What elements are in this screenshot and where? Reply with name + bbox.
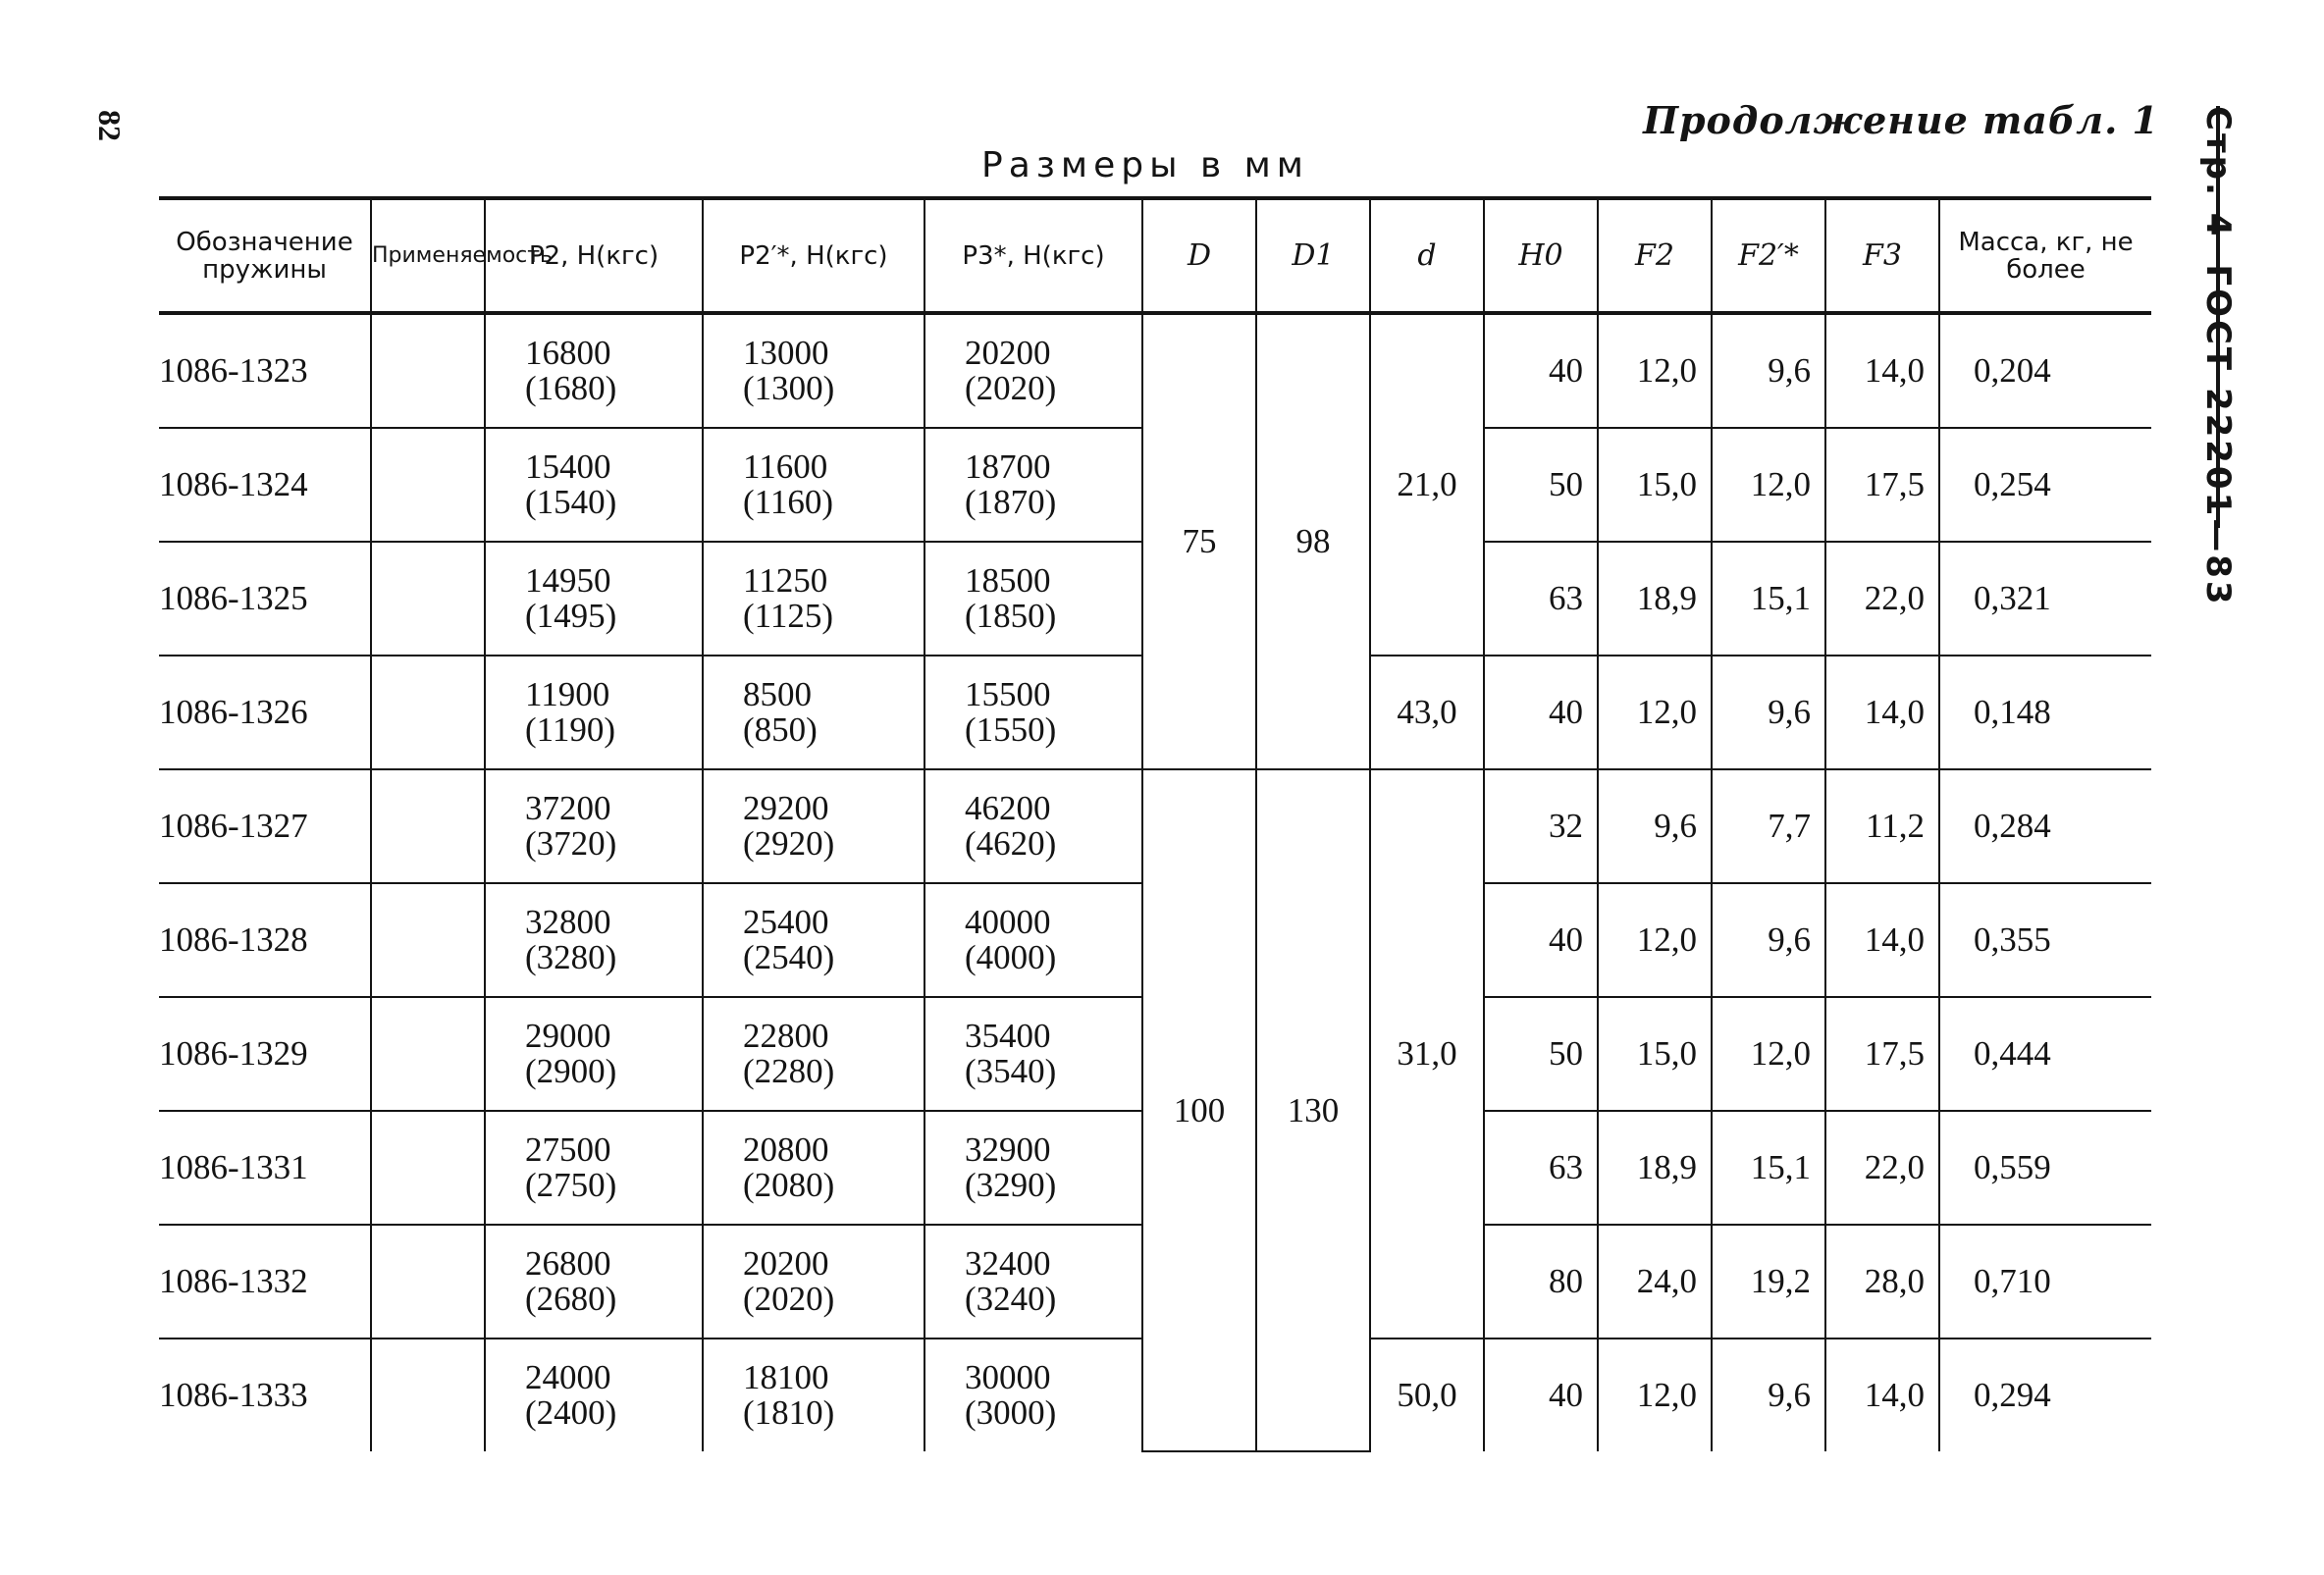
cell-p2-prime: 29200 (2920) — [703, 769, 924, 883]
cell-mass: 0,284 — [1939, 769, 2151, 883]
header-p2-prime: P2′*, Н(кгс) — [703, 198, 924, 313]
cell-d-outer-group-2: 100 — [1142, 769, 1256, 1451]
cell-f2-prime: 19,2 — [1712, 1225, 1825, 1339]
cell-applicability — [371, 1111, 485, 1225]
cell-h0: 63 — [1484, 1111, 1598, 1225]
cell-mass: 0,444 — [1939, 997, 2151, 1111]
cell-p2: 27500 (2750) — [485, 1111, 703, 1225]
cell-f2: 18,9 — [1598, 1111, 1712, 1225]
continuation-title: Продолжение табл. 1 — [1643, 98, 2159, 142]
cell-h0: 40 — [1484, 313, 1598, 428]
cell-h0: 80 — [1484, 1225, 1598, 1339]
cell-f2: 24,0 — [1598, 1225, 1712, 1339]
cell-designation: 1086-1331 — [159, 1111, 371, 1225]
header-f2-prime: F2′* — [1712, 198, 1825, 313]
cell-p2-prime: 20800 (2080) — [703, 1111, 924, 1225]
cell-p2: 29000 (2900) — [485, 997, 703, 1111]
cell-d-group-4: 50,0 — [1370, 1339, 1484, 1451]
cell-h0: 50 — [1484, 428, 1598, 542]
cell-mass: 0,355 — [1939, 883, 2151, 997]
cell-p3: 32400 (3240) — [924, 1225, 1142, 1339]
cell-p2: 11900 (1190) — [485, 656, 703, 769]
cell-p3: 46200 (4620) — [924, 769, 1142, 883]
cell-designation: 1086-1325 — [159, 542, 371, 656]
cell-applicability — [371, 769, 485, 883]
cell-p3: 32900 (3290) — [924, 1111, 1142, 1225]
cell-d1-group-1: 98 — [1256, 313, 1370, 769]
header-p3: P3*, Н(кгс) — [924, 198, 1142, 313]
cell-f3: 14,0 — [1825, 656, 1939, 769]
table-row — [159, 769, 2151, 883]
cell-mass: 0,148 — [1939, 656, 2151, 769]
cell-f3: 17,5 — [1825, 997, 1939, 1111]
cell-p2: 14950 (1495) — [485, 542, 703, 656]
cell-f2-prime: 9,6 — [1712, 313, 1825, 428]
cell-f2-prime: 15,1 — [1712, 1111, 1825, 1225]
cell-f3: 14,0 — [1825, 883, 1939, 997]
cell-f3: 22,0 — [1825, 1111, 1939, 1225]
cell-f2: 12,0 — [1598, 1339, 1712, 1451]
header-f3: F3 — [1825, 198, 1939, 313]
header-h0: H0 — [1484, 198, 1598, 313]
header-d: d — [1370, 198, 1484, 313]
header-mass: Масса, кг, не более — [1939, 198, 2151, 313]
cell-mass: 0,204 — [1939, 313, 2151, 428]
cell-p3: 18700 (1870) — [924, 428, 1142, 542]
cell-f2-prime: 12,0 — [1712, 997, 1825, 1111]
header-d-outer: D — [1142, 198, 1256, 313]
table-row — [159, 313, 2151, 428]
cell-h0: 40 — [1484, 656, 1598, 769]
cell-d-outer-group-1: 75 — [1142, 313, 1256, 769]
cell-d-group-2: 43,0 — [1370, 656, 1484, 769]
cell-f2: 12,0 — [1598, 883, 1712, 997]
cell-p2-prime: 20200 (2020) — [703, 1225, 924, 1339]
cell-p2-prime: 18100 (1810) — [703, 1339, 924, 1451]
spring-spec-table — [159, 196, 2151, 1452]
cell-h0: 63 — [1484, 542, 1598, 656]
cell-p2: 32800 (3280) — [485, 883, 703, 997]
cell-p2-prime: 13000 (1300) — [703, 313, 924, 428]
cell-p3: 20200 (2020) — [924, 313, 1142, 428]
cell-f3: 14,0 — [1825, 313, 1939, 428]
cell-f3: 17,5 — [1825, 428, 1939, 542]
side-standard-label: ГОСТ 22201—83 — [2198, 264, 2238, 607]
cell-f2-prime: 9,6 — [1712, 883, 1825, 997]
cell-p2: 16800 (1680) — [485, 313, 703, 428]
cell-d-group-1: 21,0 — [1370, 313, 1484, 656]
cell-designation: 1086-1324 — [159, 428, 371, 542]
cell-designation: 1086-1326 — [159, 656, 371, 769]
cell-f2-prime: 9,6 — [1712, 1339, 1825, 1451]
cell-applicability — [371, 1339, 485, 1451]
cell-designation: 1086-1329 — [159, 997, 371, 1111]
cell-p3: 35400 (3540) — [924, 997, 1142, 1111]
cell-designation: 1086-1332 — [159, 1225, 371, 1339]
cell-f2-prime: 9,6 — [1712, 656, 1825, 769]
cell-applicability — [371, 542, 485, 656]
cell-p2: 37200 (3720) — [485, 769, 703, 883]
cell-p2: 15400 (1540) — [485, 428, 703, 542]
header-row — [159, 198, 2151, 313]
cell-f2-prime: 15,1 — [1712, 542, 1825, 656]
cell-d-group-3: 31,0 — [1370, 769, 1484, 1339]
dimensions-caption: Размеры в мм — [981, 145, 1309, 185]
cell-f2-prime: 7,7 — [1712, 769, 1825, 883]
header-applicability: Применяемость — [371, 198, 485, 313]
cell-h0: 32 — [1484, 769, 1598, 883]
cell-designation: 1086-1333 — [159, 1376, 308, 1414]
cell-designation: 1086-1323 — [159, 313, 371, 428]
cell-f3: 22,0 — [1825, 542, 1939, 656]
cell-p3: 18500 (1850) — [924, 542, 1142, 656]
cell-p2-prime: 25400 (2540) — [703, 883, 924, 997]
cell-mass: 0,254 — [1939, 428, 2151, 542]
cell-p2-prime: 8500 (850) — [703, 656, 924, 769]
table-body — [159, 313, 2151, 1451]
cell-applicability — [371, 883, 485, 997]
side-header — [2198, 106, 2238, 633]
cell-applicability — [371, 656, 485, 769]
header-f2: F2 — [1598, 198, 1712, 313]
cell-p2-prime: 22800 (2280) — [703, 997, 924, 1111]
page-number: 82 — [92, 110, 128, 141]
cell-p2: 24000 (2400) — [485, 1339, 703, 1451]
cell-applicability — [371, 1225, 485, 1339]
header-designation: Обозначение пружины — [159, 198, 371, 313]
cell-f2: 12,0 — [1598, 656, 1712, 769]
cell-applicability — [371, 997, 485, 1111]
cell-h0: 40 — [1484, 883, 1598, 997]
cell-f2: 12,0 — [1598, 313, 1712, 428]
cell-p2-prime: 11600 (1160) — [703, 428, 924, 542]
cell-mass: 0,294 — [1939, 1339, 2151, 1451]
cell-applicability — [371, 313, 485, 428]
cell-mass: 0,559 — [1939, 1111, 2151, 1225]
header-d1: D1 — [1256, 198, 1370, 313]
cell-f2: 15,0 — [1598, 997, 1712, 1111]
cell-h0: 50 — [1484, 997, 1598, 1111]
cell-h0: 40 — [1484, 1339, 1598, 1451]
cell-p3: 40000 (4000) — [924, 883, 1142, 997]
cell-f3: 14,0 — [1825, 1339, 1939, 1451]
cell-f2-prime: 12,0 — [1712, 428, 1825, 542]
cell-f2: 15,0 — [1598, 428, 1712, 542]
cell-p3: 15500 (1550) — [924, 656, 1142, 769]
cell-p3: 30000 (3000) — [924, 1339, 1142, 1451]
cell-p2: 26800 (2680) — [485, 1225, 703, 1339]
cell-f2: 9,6 — [1598, 769, 1712, 883]
cell-designation: 1086-1327 — [159, 769, 371, 883]
cell-f2: 18,9 — [1598, 542, 1712, 656]
cell-f3: 28,0 — [1825, 1225, 1939, 1339]
cell-d1-group-2: 130 — [1256, 769, 1370, 1451]
cell-mass: 0,321 — [1939, 542, 2151, 656]
side-page-label: Стр. 4 — [2198, 106, 2238, 239]
cell-f3: 11,2 — [1825, 769, 1939, 883]
cell-designation: 1086-1328 — [159, 883, 371, 997]
header-p2: P2, Н(кгс) — [485, 198, 703, 313]
cell-p2-prime: 11250 (1125) — [703, 542, 924, 656]
cell-mass: 0,710 — [1939, 1225, 2151, 1339]
cell-applicability — [371, 428, 485, 542]
